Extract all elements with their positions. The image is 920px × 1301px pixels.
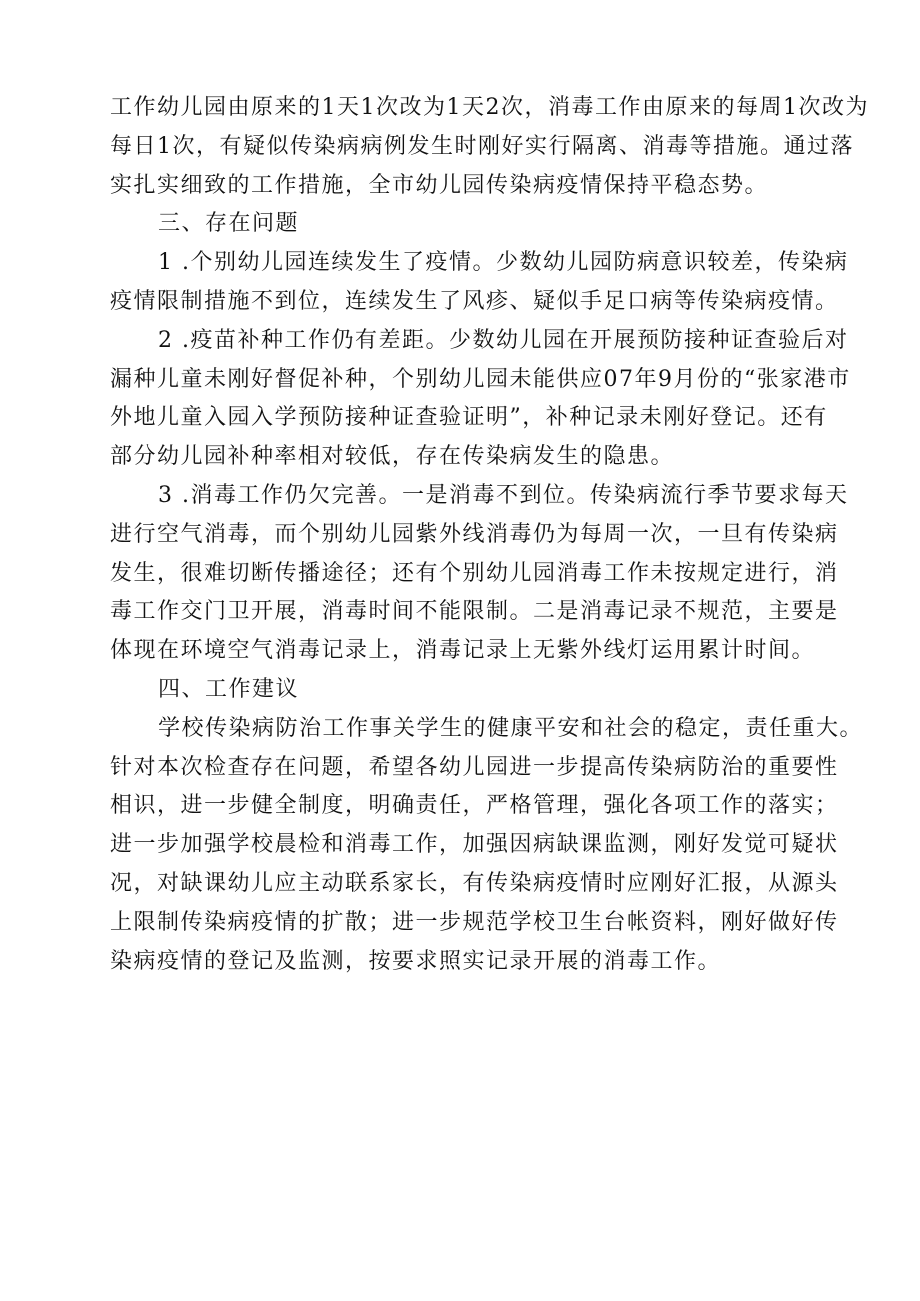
paragraph-line: 漏种儿童未刚好督促补种，个别幼儿园未能供应07年9月份的“张家港市: [110, 366, 851, 392]
paragraph-line: 进行空气消毒，而个别幼儿园紫外线消毒仍为每周一次，一旦有传染病: [110, 521, 839, 547]
paragraph-line: 3 .消毒工作仍欠完善。一是消毒不到位。传染病流行季节要求每天: [158, 482, 849, 508]
paragraph-line: 工作幼儿园由原来的1天1次改为1天2次，消毒工作由原来的每周1次改为: [110, 95, 869, 120]
paragraph-line: 部分幼儿园补种率相对较低，存在传染病发生的隐患。: [110, 444, 675, 470]
paragraph-line: 毒工作交门卫开展，消毒时间不能限制。二是消毒记录不规范，主要是: [110, 599, 839, 625]
paragraph-line: 相识，进一步健全制度，明确责任，严格管理，强化各项工作的落实；: [110, 793, 839, 819]
paragraph-line: 1 .个别幼儿园连续发生了疫情。少数幼儿园防病意识较差，传染病: [158, 250, 849, 276]
paragraph-line: 染病疫情的登记及监测，按要求照实记录开展的消毒工作。: [110, 948, 722, 974]
paragraph-line: 上限制传染病疫情的扩散；进一步规范学校卫生台帐资料，刚好做好传: [110, 909, 839, 935]
paragraph-line: 疫情限制措施不到位，连续发生了风疹、疑似手足口病等传染病疫情。: [110, 288, 839, 314]
paragraph-line: 体现在环境空气消毒记录上，消毒记录上无紫外线灯运用累计时间。: [110, 638, 816, 664]
paragraph-line: 学校传染病防治工作事关学生的健康平安和社会的稳定，责任重大。: [158, 715, 864, 741]
paragraph-line: 每日1次，有疑似传染病病例发生时刚好实行隔离、消毒等措施。通过落: [110, 133, 854, 159]
paragraph-line: 况，对缺课幼儿应主动联系家长，有传染病疫情时应刚好汇报，从源头: [110, 870, 839, 896]
section-heading-suggestions: 四、工作建议: [158, 676, 300, 702]
paragraph-line: 发生，很难切断传播途径；还有个别幼儿园消毒工作未按规定进行，消: [110, 560, 839, 586]
document-body: [110, 89, 869, 981]
paragraph-line: 实扎实细致的工作措施，全市幼儿园传染病疫情保持平稳态势。: [110, 172, 769, 198]
paragraph-line: 2 .疫苗补种工作仍有差距。少数幼儿园在开展预防接种证查验后对: [158, 327, 849, 353]
section-heading-problems: 三、存在问题: [158, 211, 300, 237]
paragraph-line: 针对本次检查存在问题，希望各幼儿园进一步提高传染病防治的重要性: [110, 754, 839, 780]
paragraph-line: 进一步加强学校晨检和消毒工作，加强因病缺课监测，刚好发觉可疑状: [110, 832, 839, 858]
paragraph-line: 外地儿童入园入学预防接种证查验证明”，补种记录未刚好登记。还有: [110, 405, 828, 431]
